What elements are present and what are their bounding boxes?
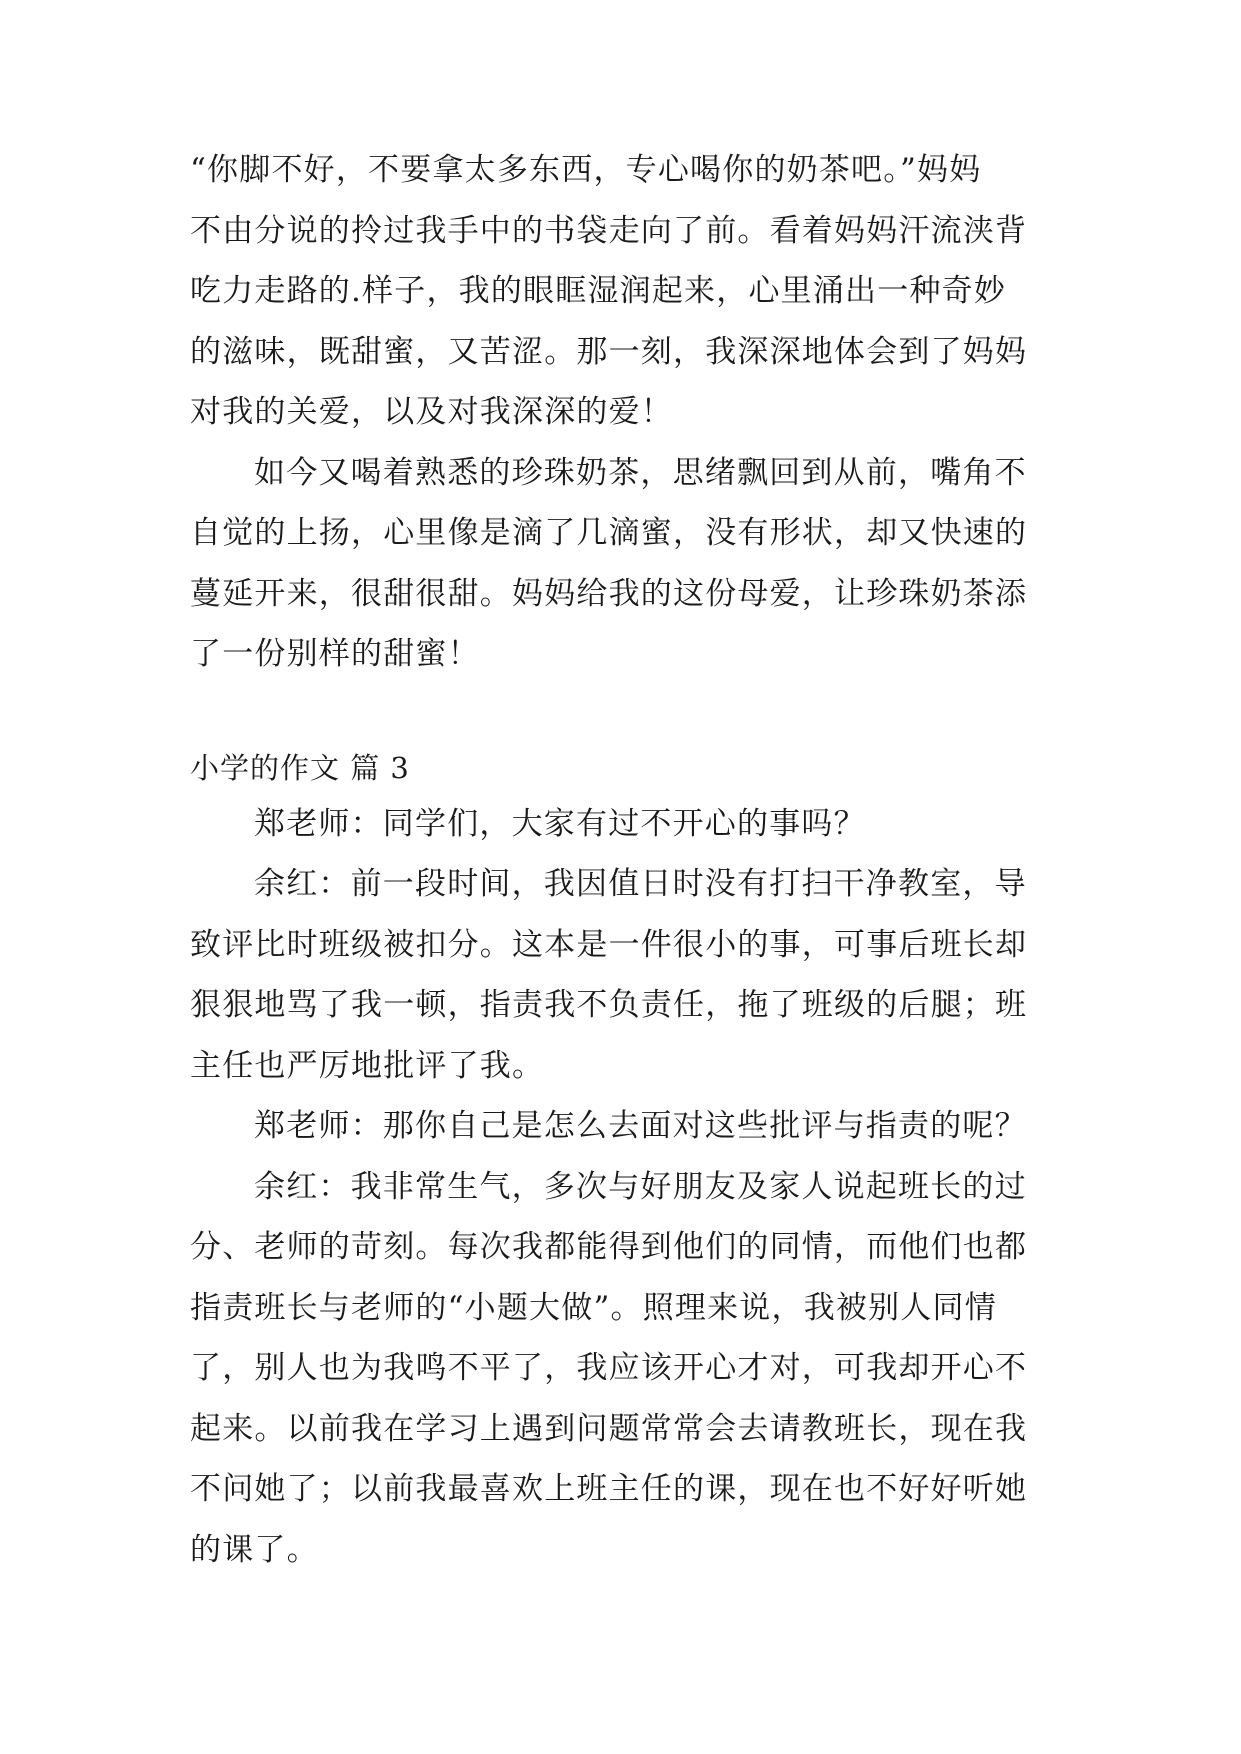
paragraph-line: “你脚不好，不要拿太多东西，专心喝你的奶茶吧。”妈妈 (190, 152, 982, 188)
section-heading: 小学的作文 篇 3 (190, 751, 410, 785)
dialogue-line: 郑老师：同学们，大家有过不开心的事吗？ (254, 806, 866, 842)
dialogue-line: 的课了。 (190, 1532, 319, 1568)
paragraph-line: 的滋味，既甜蜜，又苦涩。那一刻，我深深地体会到了妈妈 (190, 334, 1028, 370)
dialogue-line: 主任也严厉地批评了我。 (190, 1048, 545, 1084)
paragraph-line: 对我的关爱，以及对我深深的爱！ (190, 394, 673, 430)
paragraph-line: 了一份别样的甜蜜！ (190, 636, 480, 672)
dialogue-line: 指责班长与老师的“小题大做”。照理来说，我被别人同情 (190, 1290, 997, 1326)
dialogue-line: 起来。以前我在学习上遇到问题常常会去请教班长，现在我 (190, 1411, 1028, 1447)
dialogue-line: 分、老师的苛刻。每次我都能得到他们的同情，而他们也都 (190, 1229, 1028, 1265)
paragraph-line: 蔓延开来，很甜很甜。妈妈给我的这份母爱，让珍珠奶茶添 (190, 576, 1028, 612)
paragraph-line: 自觉的上扬，心里像是滴了几滴蜜，没有形状，却又快速的 (190, 515, 1028, 551)
dialogue-line: 了，别人也为我鸣不平了，我应该开心才对，可我却开心不 (190, 1350, 1028, 1386)
dialogue-line: 狠狠地骂了我一顿，指责我不负责任，拖了班级的后腿；班 (190, 987, 1028, 1023)
dialogue-line: 余红：我非常生气，多次与好朋友及家人说起班长的过 (254, 1169, 1027, 1205)
dialogue-line: 余红：前一段时间，我因值日时没有打扫干净教室，导 (254, 866, 1027, 902)
paragraph-line: 如今又喝着熟悉的珍珠奶茶，思绪飘回到从前，嘴角不 (254, 455, 1027, 491)
dialogue-line: 致评比时班级被扣分。这本是一件很小的事，可事后班长却 (190, 927, 1028, 963)
paragraph-line: 不由分说的拎过我手中的书袋走向了前。看着妈妈汗流浃背 (190, 213, 1028, 249)
paragraph-line: 吃力走路的.样子，我的眼眶湿润起来，心里涌出一种奇妙 (190, 273, 1007, 309)
dialogue-line: 郑老师：那你自己是怎么去面对这些批评与指责的呢？ (254, 1108, 1027, 1144)
dialogue-line: 不问她了；以前我最喜欢上班主任的课，现在也不好好听她 (190, 1471, 1028, 1507)
